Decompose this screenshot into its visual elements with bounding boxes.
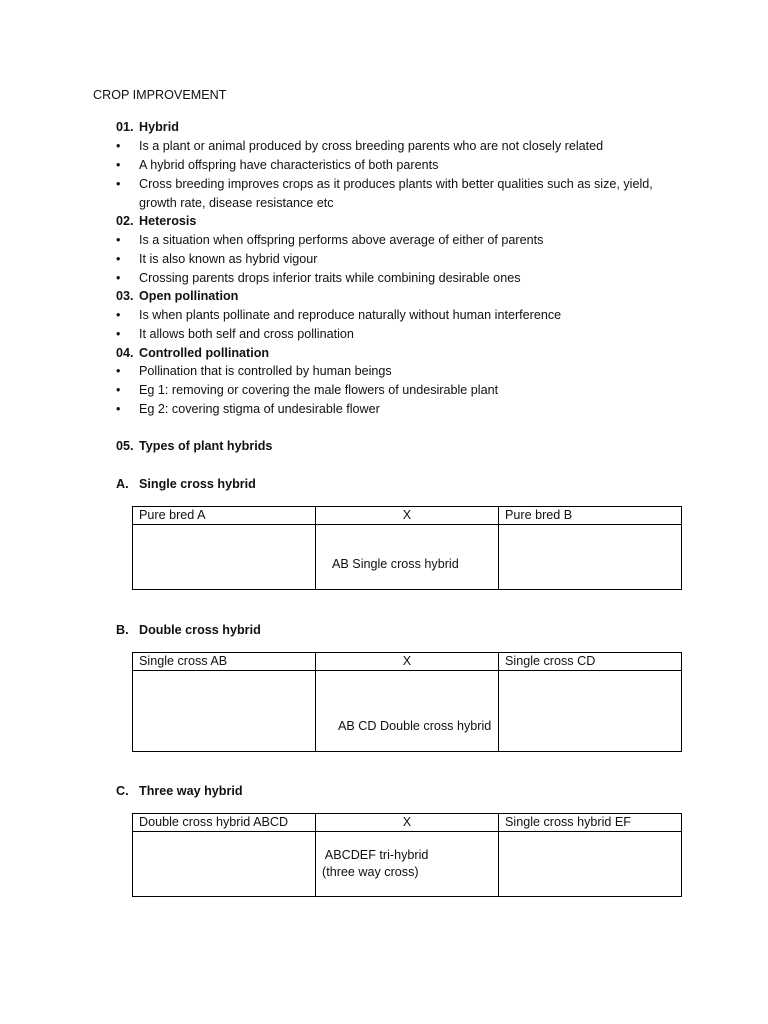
list-item-text: A hybrid offspring have characteristics of both parents — [139, 158, 439, 172]
subheading-title: Three way hybrid — [139, 784, 243, 798]
section-number: 01. — [116, 120, 134, 134]
bullet-icon: • — [116, 383, 121, 397]
subheading-letter: A. — [116, 477, 129, 491]
subheading-letter: B. — [116, 623, 129, 637]
empty-cell — [133, 671, 316, 752]
list-item — [116, 231, 676, 250]
section-title: Hybrid — [139, 120, 179, 134]
list-item — [116, 156, 676, 175]
list-item — [116, 175, 676, 213]
offspring-label: AB Single cross hybrid — [332, 557, 459, 571]
section-title: Heterosis — [139, 214, 197, 228]
table-header-row — [133, 814, 682, 832]
list-item-text: Eg 2: covering stigma of undesirable flower — [139, 402, 380, 416]
bullet-icon: • — [116, 177, 121, 191]
double-cross-table — [132, 652, 682, 752]
parent-right-cell: Single cross hybrid EF — [499, 814, 682, 832]
page-title: CROP IMPROVEMENT — [93, 88, 227, 102]
list-item-text: Eg 1: removing or covering the male flowers of undesirable plant — [139, 383, 499, 397]
table-header-row — [133, 507, 682, 525]
parent-left-cell: Double cross hybrid ABCD — [133, 814, 316, 832]
list-item — [116, 362, 676, 381]
parent-right-cell: Single cross CD — [499, 653, 682, 671]
offspring-label: ABCDEF tri-hybrid — [322, 848, 429, 862]
list-item — [116, 381, 676, 400]
subheading-letter: C. — [116, 784, 129, 798]
bullet-icon: • — [116, 402, 121, 416]
empty-cell — [499, 671, 682, 752]
list-item-text: Is when plants pollinate and reproduce naturally without human interference — [139, 308, 562, 322]
bullet-icon: • — [116, 308, 121, 322]
section-number: 05. — [116, 439, 134, 453]
list-item-text: Crossing parents drops inferior traits while combining desirable ones — [139, 271, 521, 285]
bullet-icon: • — [116, 252, 121, 266]
list-item-text: Is a plant or animal produced by cross breeding parents who are not closely related — [139, 139, 604, 153]
three-way-cross-table — [132, 813, 682, 897]
offspring-label-note: (three way cross) — [322, 865, 419, 879]
bullet-icon: • — [116, 139, 121, 153]
empty-cell — [499, 525, 682, 590]
table-result-row — [133, 671, 682, 752]
cross-symbol-cell: X — [316, 507, 499, 525]
section-number: 04. — [116, 346, 134, 360]
offspring-cell — [316, 832, 499, 897]
subheading-title: Double cross hybrid — [139, 623, 261, 637]
list-item — [116, 269, 676, 288]
cross-symbol-cell: X — [316, 814, 499, 832]
bullet-icon: • — [116, 233, 121, 247]
section-number: 03. — [116, 289, 134, 303]
bullet-icon: • — [116, 271, 121, 285]
list-item-text: It allows both self and cross pollination — [139, 327, 354, 341]
section-title: Open pollination — [139, 289, 239, 303]
parent-left-cell: Pure bred A — [133, 507, 316, 525]
bullet-icon: • — [116, 158, 121, 172]
bullet-icon: • — [116, 327, 121, 341]
parent-right-cell: Pure bred B — [499, 507, 682, 525]
empty-cell — [499, 832, 682, 897]
parent-left-cell: Single cross AB — [133, 653, 316, 671]
single-cross-table — [132, 506, 682, 590]
list-item — [116, 325, 676, 344]
table-result-row — [133, 525, 682, 590]
section-number: 02. — [116, 214, 134, 228]
section-title: Controlled pollination — [139, 346, 270, 360]
table-header-row — [133, 653, 682, 671]
list-item — [116, 306, 676, 325]
cross-symbol-cell: X — [316, 653, 499, 671]
list-item — [116, 400, 676, 419]
list-item-text: Is a situation when offspring performs above average of either of parents — [139, 233, 544, 247]
list-item — [116, 137, 676, 156]
list-item-text: Cross breeding improves crops as it produces plants with better qualities such as size, yield, growth rate, disease resistance etc — [139, 177, 653, 210]
subheading-title: Single cross hybrid — [139, 477, 256, 491]
empty-cell — [133, 525, 316, 590]
offspring-cell — [316, 525, 499, 590]
table-result-row — [133, 832, 682, 897]
list-item — [116, 250, 676, 269]
offspring-label: AB CD Double cross hybrid — [338, 719, 492, 733]
offspring-cell — [316, 671, 499, 752]
bullet-icon: • — [116, 364, 121, 378]
section-title: Types of plant hybrids — [139, 439, 273, 453]
list-item-text: It is also known as hybrid vigour — [139, 252, 318, 266]
list-item-text: Pollination that is controlled by human beings — [139, 364, 392, 378]
empty-cell — [133, 832, 316, 897]
